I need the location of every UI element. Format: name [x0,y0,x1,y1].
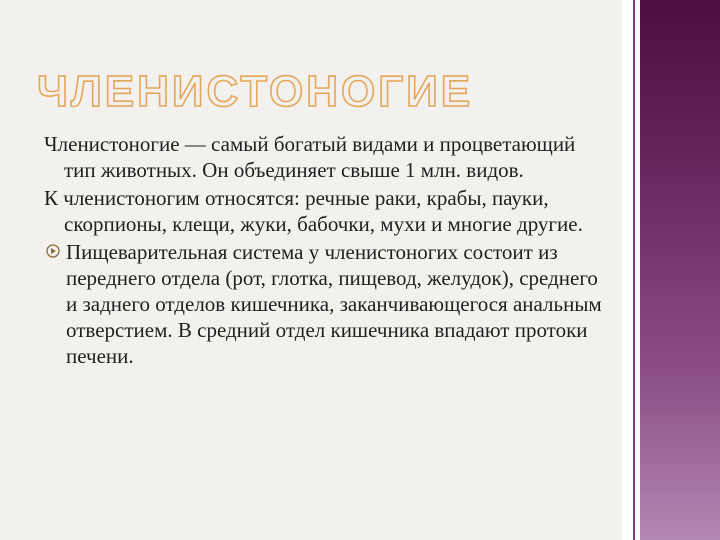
slide-content [44,131,604,369]
decorative-sidebar [640,0,720,540]
bullet-item-digestive [44,239,604,369]
slide-title: ЧЛЕНИСТОНОГИЕ [37,67,474,116]
paragraph-examples: К членистоногим относятся: речные раки, крабы, пауки, скорпионы, клещи, жуки, бабочки, мухи и многие другие. [44,186,583,236]
circle-arrow-bullet-icon [46,244,60,258]
paragraph-intro: Членистоногие — самый богатый видами и процветающий тип животных. Он объединяет свыше 1 млн. видов. [44,132,576,182]
bullet-text: Пищеварительная система у членистоногих состоит из переднего отдела (рот, глотка, пищевод, желудок), среднего и заднего отделов кишечника, заканчивающегося анальным отверстием. В средний отдел кишечника впадают протоки печени. [66,240,602,368]
sidebar-accent-line [633,0,635,540]
